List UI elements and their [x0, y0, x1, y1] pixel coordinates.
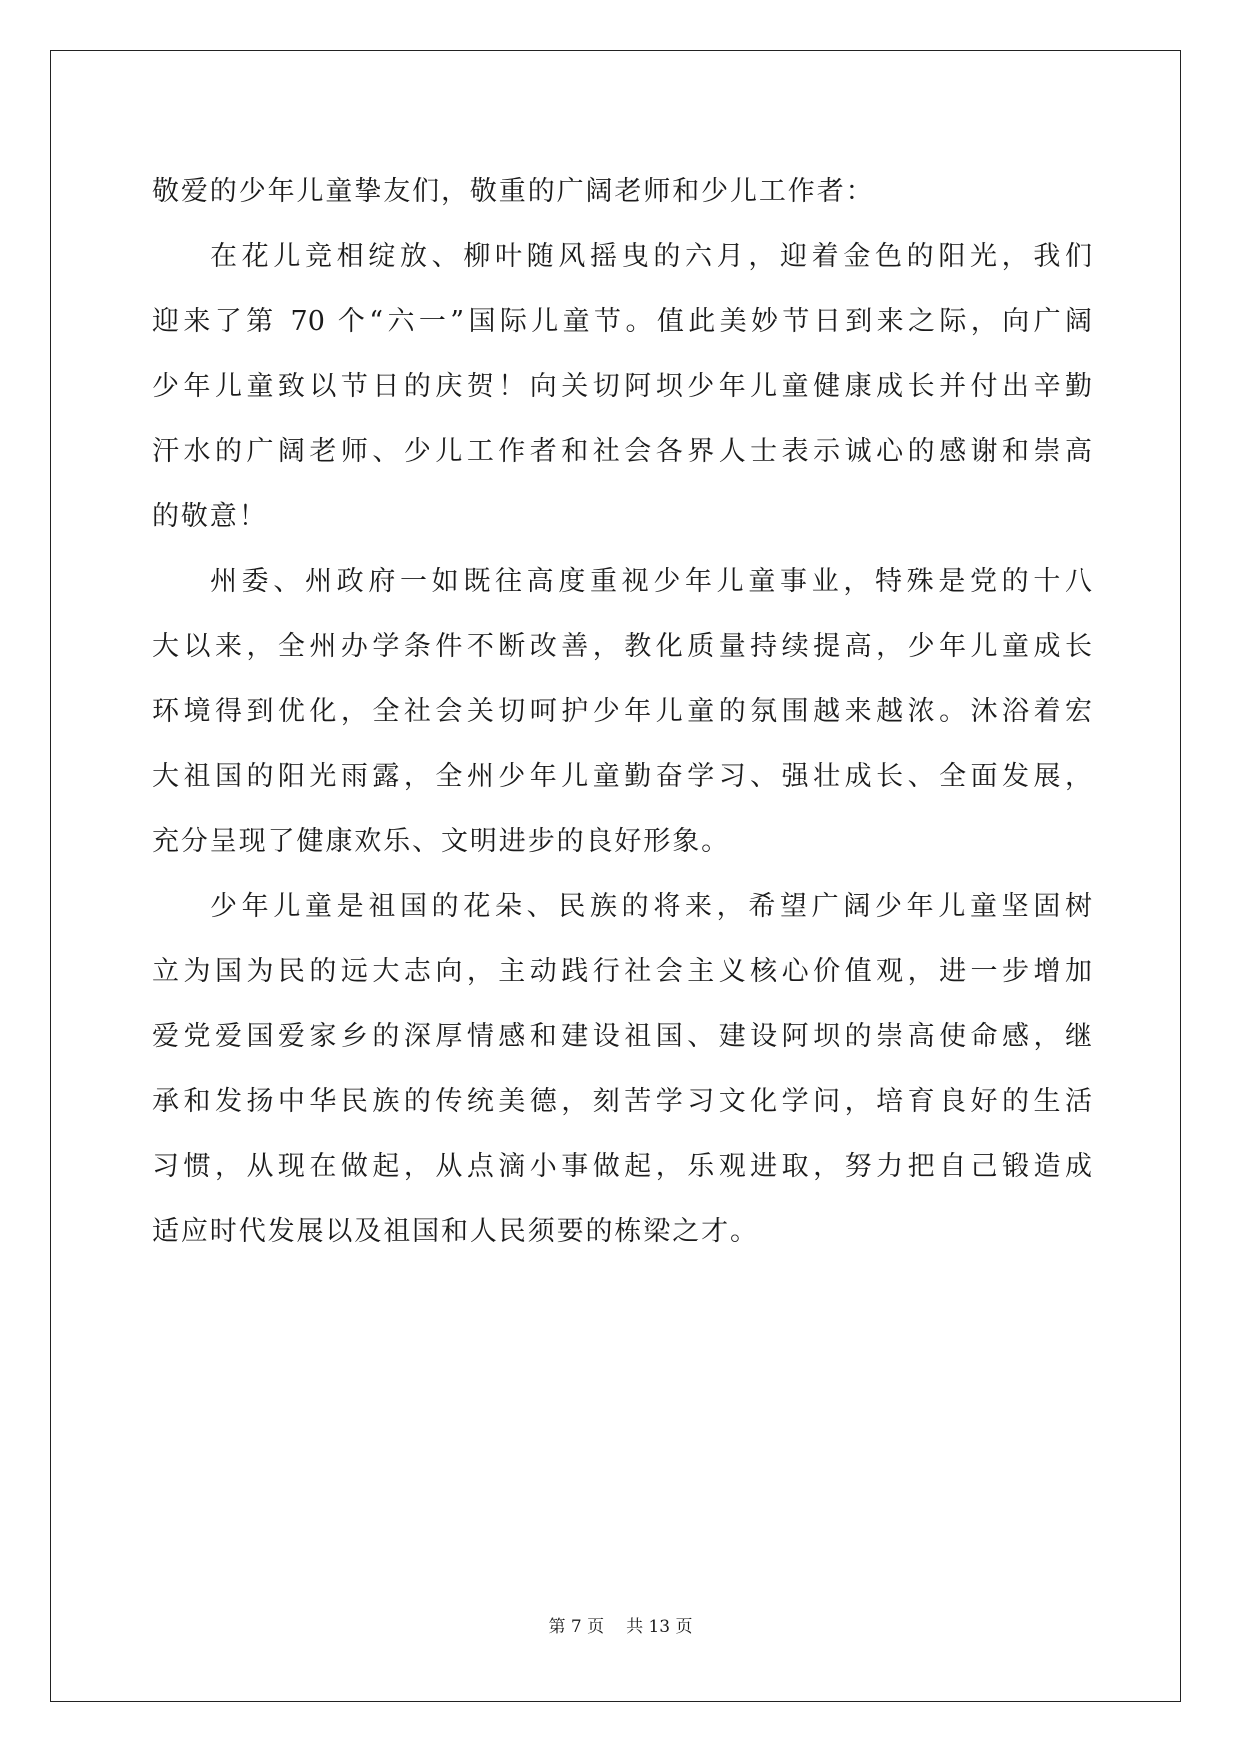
paragraph-1-line: 迎来了第 70 个“六一”国际儿童节。值此美妙节日到来之际，向广阔: [152, 306, 1092, 337]
page-total: 共 13 页: [626, 1617, 693, 1637]
paragraph-2-line: 大以来，全州办学条件不断改善，教化质量持续提高，少年儿童成长: [152, 631, 1092, 662]
paragraph-3-line: 爱党爱国爱家乡的深厚情感和建设祖国、建设阿坝的崇高使命感，继: [152, 1021, 1092, 1052]
salutation-line: 敬爱的少年儿童挚友们，敬重的广阔老师和少儿工作者：: [152, 176, 875, 207]
page-number: 第 7 页: [548, 1617, 605, 1637]
paragraph-2-line: 环境得到优化，全社会关切呵护少年儿童的氛围越来越浓。沐浴着宏: [152, 696, 1092, 727]
paragraph-3-line: 适应时代发展以及祖国和人民须要的栋梁之才。: [152, 1216, 759, 1247]
page-footer: [0, 1612, 1241, 1637]
paragraph-2-line: 充分呈现了健康欢乐、文明进步的良好形象。: [152, 826, 730, 857]
paragraph-3-line: 少年儿童是祖国的花朵、民族的将来，希望广阔少年儿童坚固树: [210, 891, 1092, 922]
paragraph-1-line: 汗水的广阔老师、少儿工作者和社会各界人士表示诚心的感谢和崇高: [152, 436, 1092, 467]
paragraph-2-line: 大祖国的阳光雨露，全州少年儿童勤奋学习、强壮成长、全面发展，: [152, 761, 1092, 792]
paragraph-3-line: 习惯，从现在做起，从点滴小事做起，乐观进取，努力把自己锻造成: [152, 1151, 1092, 1182]
paragraph-1-line: 在花儿竞相绽放、柳叶随风摇曳的六月，迎着金色的阳光，我们: [210, 241, 1092, 272]
paragraph-2-line: 州委、州政府一如既往高度重视少年儿童事业，特殊是党的十八: [210, 566, 1092, 597]
paragraph-3-line: 立为国为民的远大志向，主动践行社会主义核心价值观，进一步增加: [152, 956, 1092, 987]
document-body: [152, 159, 1092, 1264]
paragraph-1-line: 少年儿童致以节日的庆贺！向关切阿坝少年儿童健康成长并付出辛勤: [152, 371, 1092, 402]
paragraph-1-line: 的敬意！: [152, 501, 268, 532]
paragraph-3-line: 承和发扬中华民族的传统美德，刻苦学习文化学问，培育良好的生活: [152, 1086, 1092, 1117]
